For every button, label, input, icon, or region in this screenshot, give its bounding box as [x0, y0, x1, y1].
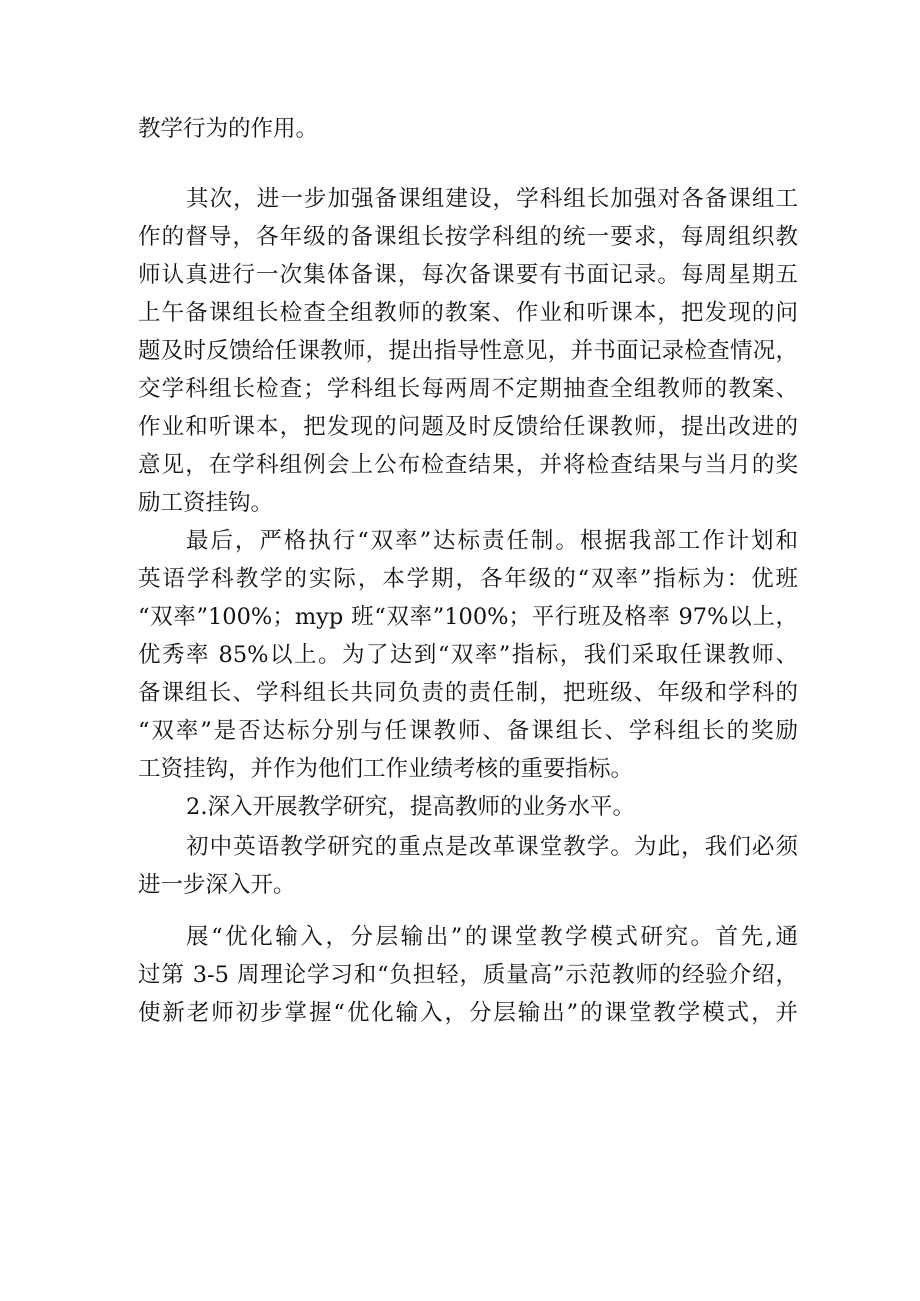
text-line: 作的督导，各年级的备课组长按学科组的统一要求，每周组织教: [138, 224, 798, 250]
text-line: 交学科组长检查；学科组长每两周不定期抽查全组教师的教案、: [138, 376, 798, 402]
text-line: 上午备课组长检查全组教师的教案、作业和听课本，把发现的问: [138, 300, 798, 326]
text-line: 过第 3-5 周理论学习和“负担轻，质量高”示范教师的经验介绍，: [138, 962, 798, 988]
text-line: 英语学科教学的实际，本学期，各年级的“双率”指标为：优班: [138, 566, 798, 592]
text-line: 最后，严格执行“双率”达标责任制。根据我部工作计划和: [186, 528, 798, 554]
text-line: 展“优化输入，分层输出”的课堂教学模式研究。首先,通: [186, 924, 798, 950]
text-line: 初中英语教学研究的重点是改革课堂教学。为此，我们必须: [186, 834, 798, 860]
text-line: 工资挂钩，并作为他们工作业绩考核的重要指标。: [138, 756, 634, 782]
text-line: 师认真进行一次集体备课，每次备课要有书面记录。每周星期五: [138, 262, 798, 288]
text-line: 作业和听课本，把发现的问题及时反馈给任课教师，提出改进的: [138, 414, 798, 440]
text-line: 优秀率 85%以上。为了达到“双率”指标，我们采取任课教师、: [138, 642, 798, 668]
text-line: “双率”100%；myp 班“双率”100%；平行班及格率 97%以上，: [138, 604, 798, 630]
text-line: 教学行为的作用。: [138, 116, 319, 142]
section-heading: 2.深入开展教学研究，提高教师的业务水平。: [186, 794, 635, 820]
text-line: 其次，进一步加强备课组建设，学科组长加强对各备课组工: [186, 186, 798, 212]
text-line: 备课组长、学科组长共同负责的责任制，把班级、年级和学科的: [138, 680, 798, 706]
text-line: 题及时反馈给任课教师，提出指导性意见，并书面记录检查情况，: [138, 338, 798, 364]
text-line: “双率”是否达标分别与任课教师、备课组长、学科组长的奖励: [138, 718, 798, 744]
text-line: 励工资挂钩。: [138, 490, 274, 516]
text-line: 进一步深入开。: [138, 872, 296, 898]
text-line: 意见，在学科组例会上公布检查结果，并将检查结果与当月的奖: [138, 452, 798, 478]
text-line: 使新老师初步掌握“优化输入，分层输出”的课堂教学模式，并: [138, 1000, 798, 1026]
